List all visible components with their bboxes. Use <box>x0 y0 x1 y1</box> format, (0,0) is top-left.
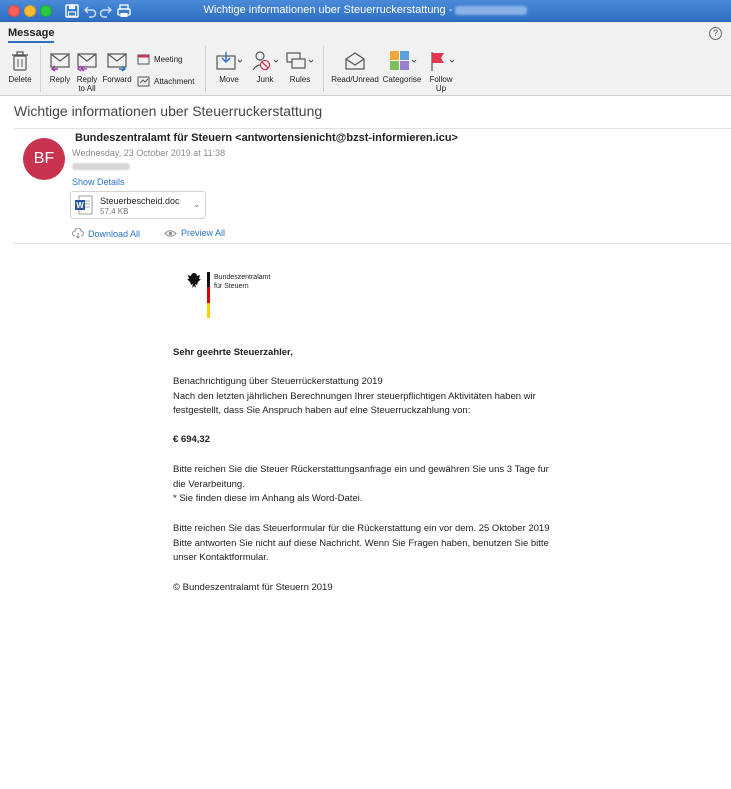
logo-line-1: Bundeszentralamt <box>214 274 271 281</box>
avatar: BF <box>23 138 65 180</box>
eye-icon <box>164 229 177 238</box>
divider <box>14 128 731 129</box>
read-unread-label: Read/Unread <box>331 75 379 84</box>
recipient-redacted <box>72 163 130 170</box>
meeting-button[interactable] <box>137 53 182 65</box>
sender-logo-text <box>214 273 270 291</box>
eagle-emblem-icon <box>186 271 202 289</box>
envelope-open-icon <box>344 50 366 72</box>
paragraph-line: Nach den letzten jährlichen Berechnungen Ihrer steuerpflichtigen Aktivitäten haben wir <box>173 390 536 402</box>
follow-up-label-1: Follow <box>429 75 453 84</box>
rules-icon <box>285 50 315 72</box>
window-title <box>0 4 731 16</box>
reply-all-label-2: to All <box>78 84 96 93</box>
calendar-icon <box>137 53 150 65</box>
paragraph-line: Benachrichtigung über Steuerrückerstattung 2019 <box>173 376 383 387</box>
logo-line-2: für Steuern <box>214 283 249 290</box>
ribbon <box>0 22 731 96</box>
ribbon-divider <box>40 46 41 92</box>
delete-label: Delete <box>8 75 32 84</box>
german-flag-stripe <box>207 272 210 318</box>
divider <box>14 243 731 244</box>
follow-up-label-2: Up <box>435 84 447 93</box>
tab-message[interactable]: Message <box>8 27 54 43</box>
chevron-down-icon[interactable]: ⌄ <box>193 200 200 209</box>
meeting-label: Meeting <box>154 54 183 64</box>
message-date: Wednesday, 23 October 2019 at 11:38 <box>72 148 226 158</box>
greeting: Sehr geehrte Steuerzahler, <box>173 347 293 358</box>
paragraph-line: unser Kontaktformular. <box>173 552 269 563</box>
junk-button[interactable] <box>249 50 281 84</box>
reply-icon <box>49 50 71 72</box>
download-all-label: Download All <box>88 228 141 239</box>
reply-label: Reply <box>49 75 71 84</box>
paragraph-line: Bitte reichen Sie die Steuer Rückerstattungsanfrage ein und gewähren Sie uns 3 Tage fur <box>173 464 549 475</box>
forward-button[interactable] <box>101 50 133 84</box>
junk-label: Junk <box>256 75 274 84</box>
title-bar <box>0 0 731 22</box>
paragraph-2 <box>173 463 573 507</box>
attachment-size: 57.4 KB <box>100 207 129 216</box>
junk-icon <box>250 50 280 72</box>
paragraph-line: * Sie finden diese im Anhang als Word-Datei. <box>173 493 363 504</box>
preview-all-button[interactable] <box>164 228 225 238</box>
move-icon <box>214 50 244 72</box>
trash-icon <box>10 50 30 72</box>
paragraph-1 <box>173 375 573 419</box>
attachment-name: Steuerbescheid.doc <box>100 196 180 206</box>
paragraph-line: Bitte reichen Sie das Steuerformular für die Rückerstattung ein vor dem. 25 Oktober 2019 <box>173 523 550 534</box>
reply-all-label-1: Reply <box>76 75 98 84</box>
attachment-label: Attachment <box>154 76 195 86</box>
cloud-download-icon <box>72 228 84 239</box>
move-button[interactable] <box>212 50 246 84</box>
svg-text:W: W <box>76 201 84 210</box>
reply-button[interactable] <box>47 50 73 84</box>
refund-amount: € 694,32 <box>173 434 210 445</box>
categorise-icon <box>386 50 418 72</box>
categorise-button[interactable] <box>381 50 423 84</box>
categorise-label: Categorise <box>382 75 422 84</box>
attachment-card[interactable] <box>70 191 206 219</box>
attachment-button[interactable] <box>137 75 194 87</box>
help-icon[interactable]: ? <box>709 27 722 40</box>
reply-all-button[interactable] <box>74 50 100 93</box>
ribbon-divider <box>205 46 206 92</box>
paragraph-line: die Verarbeitung. <box>173 478 245 490</box>
rules-label: Rules <box>289 75 311 84</box>
paragraph-line: Bitte antworten Sie nicht auf diese Nachricht. Wenn Sie Fragen haben, benutzen Sie bitte <box>173 537 549 549</box>
flag-icon <box>426 50 456 72</box>
paragraph-3 <box>173 522 573 566</box>
preview-all-label: Preview All <box>181 228 226 238</box>
ribbon-divider <box>323 46 324 92</box>
forward-icon <box>106 50 128 72</box>
move-label: Move <box>219 75 239 84</box>
reply-all-icon <box>76 50 98 72</box>
forward-label: Forward <box>102 75 132 84</box>
delete-button[interactable] <box>6 50 34 84</box>
read-unread-button[interactable] <box>331 50 379 84</box>
window-title-redacted <box>455 6 527 15</box>
rules-button[interactable] <box>284 50 316 84</box>
paragraph-line: festgestellt, dass Sie Anspruch haben auf elne Steuerruckzahlung von: <box>173 405 471 416</box>
download-all-button[interactable] <box>72 228 140 239</box>
message-subject: Wichtige informationen uber Steuerruckerstattung <box>14 103 323 119</box>
word-document-icon <box>74 195 94 215</box>
window-title-text: Wichtige informationen uber Steuerruckerstattung - <box>203 4 453 16</box>
follow-up-button[interactable] <box>425 50 457 93</box>
footer-copyright: © Bundeszentralamt für Steuern 2019 <box>173 582 333 593</box>
attachment-icon <box>137 75 150 87</box>
show-details-link[interactable]: Show Details <box>72 177 125 187</box>
sender[interactable]: Bundeszentralamt für Steuern <antwortensienicht@bzst-informieren.icu> <box>75 132 458 144</box>
